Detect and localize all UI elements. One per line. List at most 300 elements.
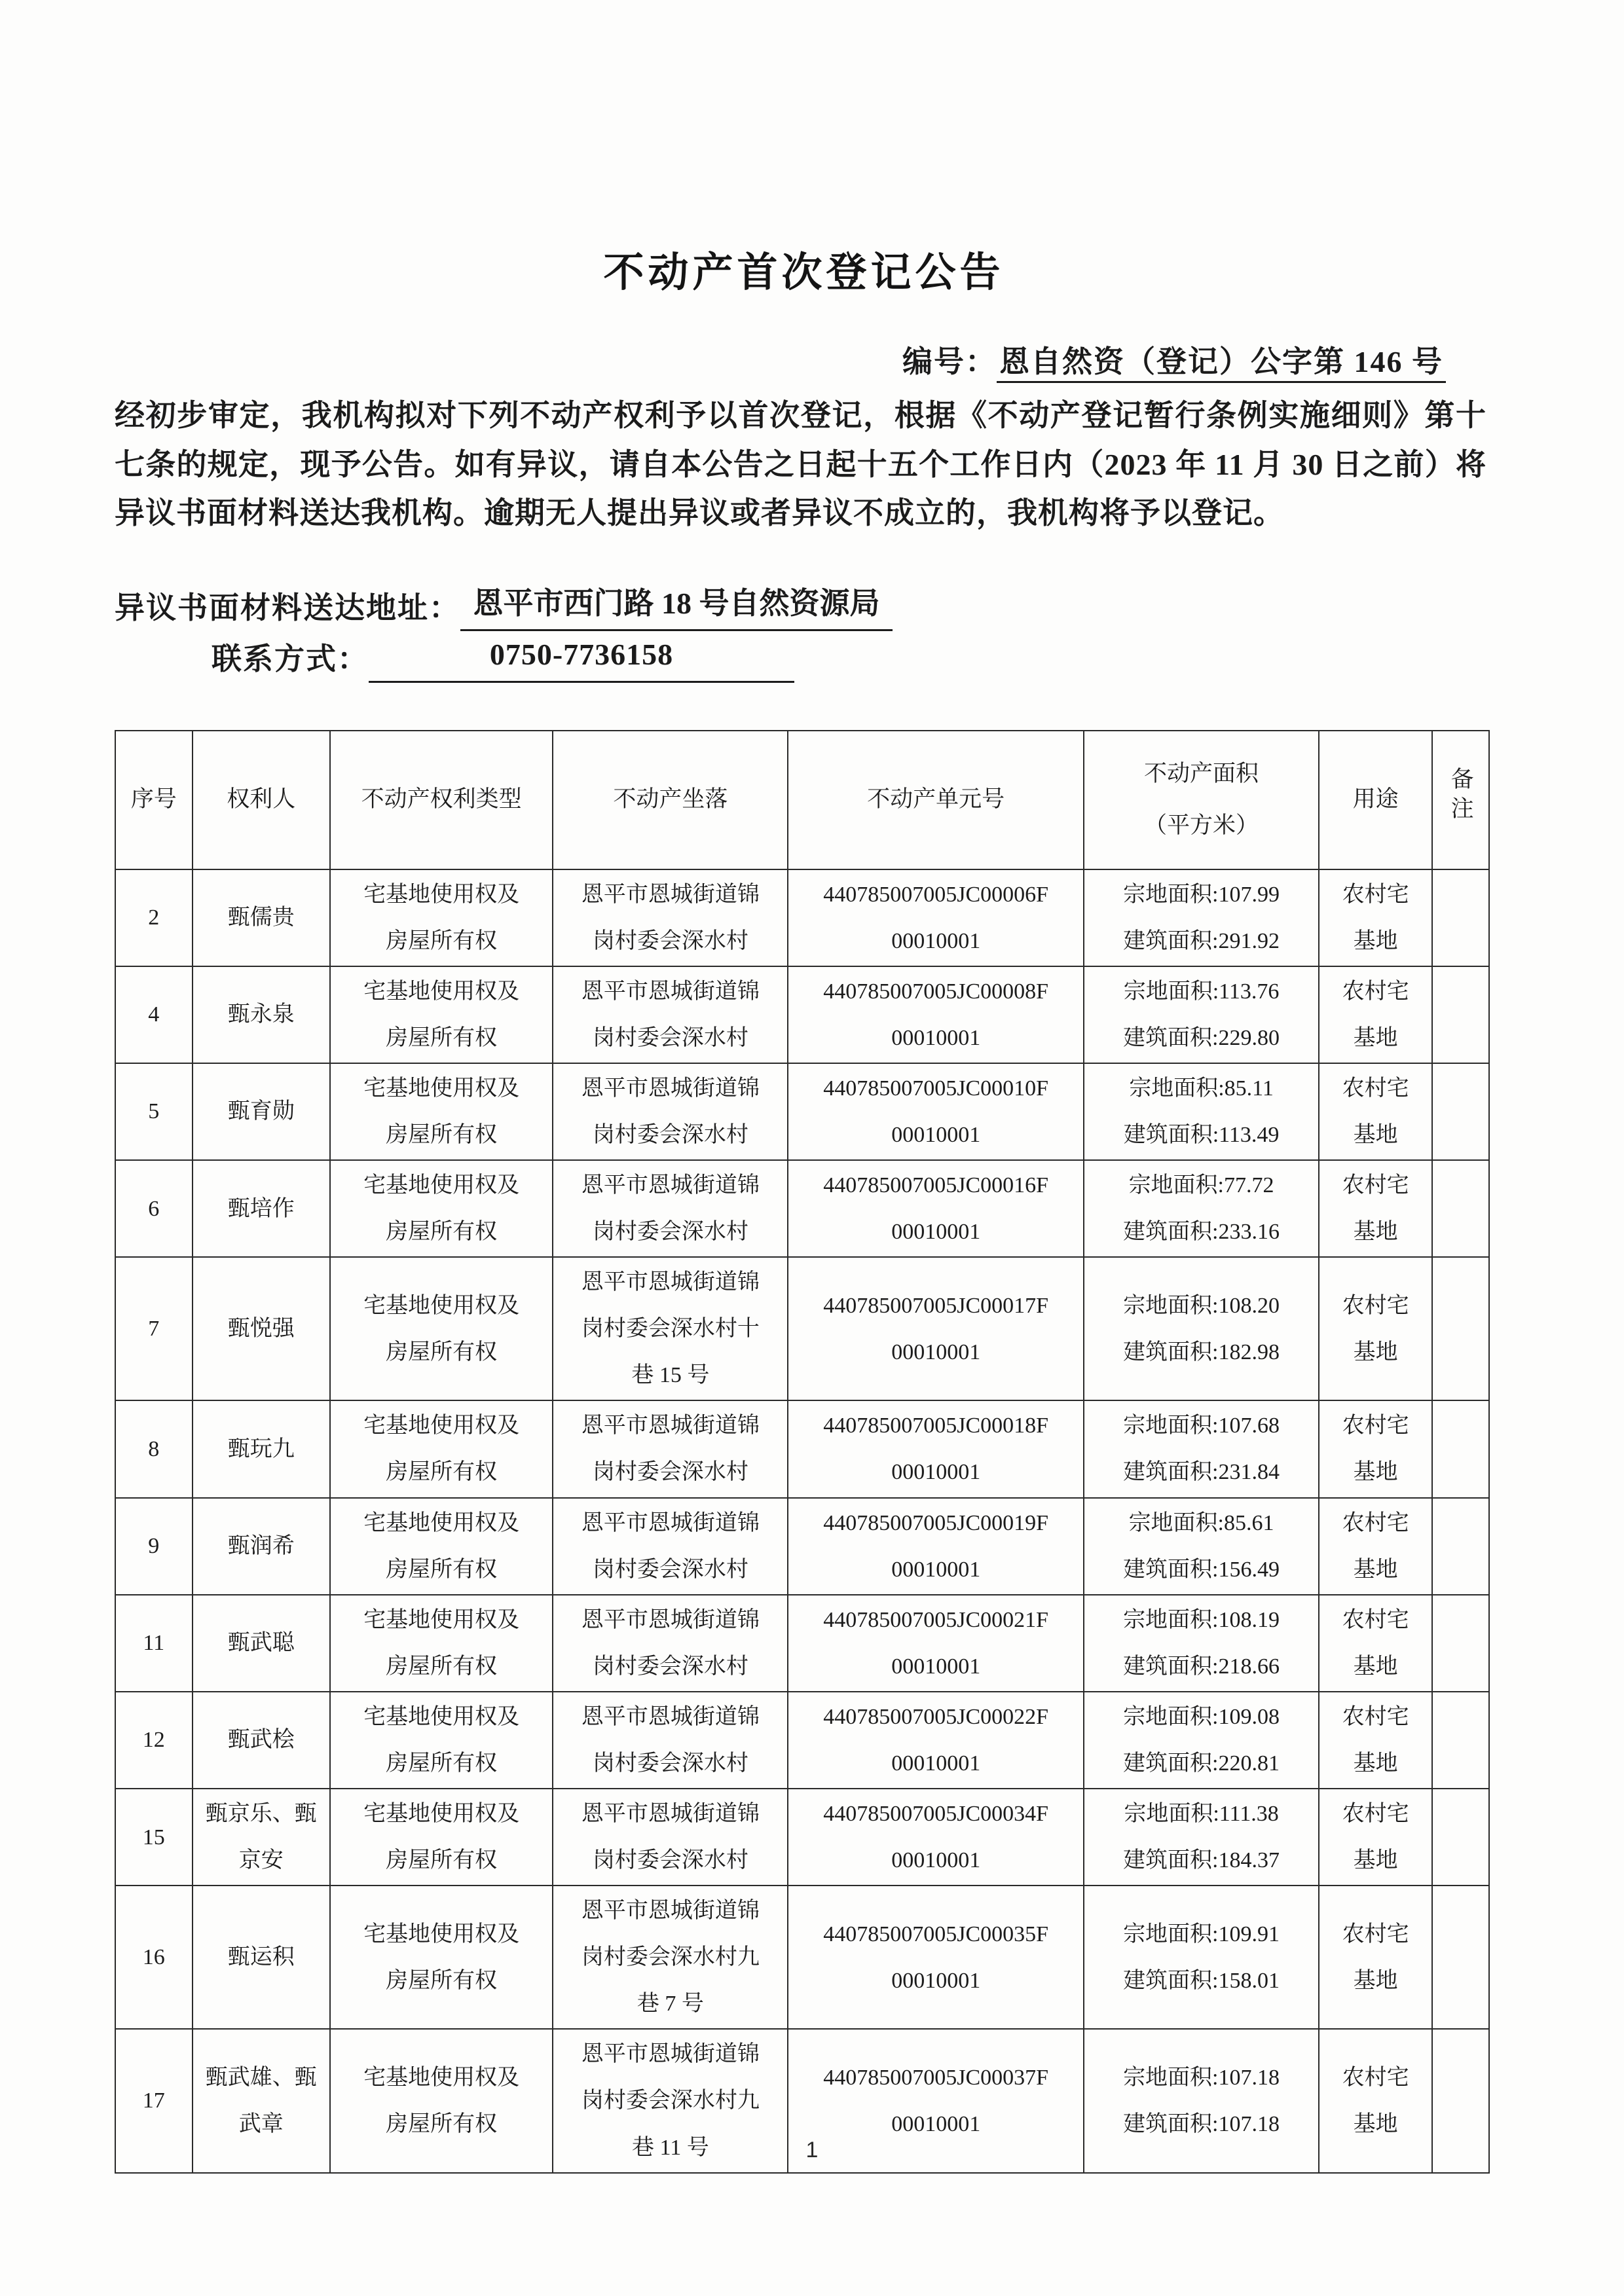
cell-use-lines (1322, 974, 1429, 1056)
cell-area-line: 宗地面积:107.99 (1123, 882, 1280, 907)
cell-seq-line: 5 (148, 1099, 160, 1124)
cell-location-lines (556, 1602, 784, 1685)
cell-unit-no (788, 1886, 1084, 2029)
cell-right-type (330, 1498, 553, 1595)
cell-seq (115, 869, 193, 966)
cell-use-line: 基地 (1353, 928, 1398, 953)
cell-owner (193, 1160, 330, 1257)
table-row (115, 1160, 1489, 1257)
cell-area-line: 宗地面积:109.91 (1123, 1922, 1280, 1946)
cell-seq (115, 1257, 193, 1400)
cell-owner-lines (196, 1431, 327, 1467)
cell-owner-line: 甄武雄、甄 (205, 2065, 317, 2090)
cell-owner-line: 甄永泉 (227, 1002, 295, 1027)
cell-unit-no-line: 440785007005JC00017F (823, 1293, 1049, 1318)
cell-area (1084, 966, 1319, 1063)
cell-seq-lines (119, 1528, 189, 1564)
cell-use-line: 基地 (1353, 1557, 1398, 1582)
contact-block (115, 580, 1493, 683)
cell-area-line: 建筑面积:231.84 (1123, 1460, 1280, 1485)
cell-right-type-line: 房屋所有权 (386, 1460, 498, 1485)
cell-use-line: 基地 (1353, 2112, 1398, 2137)
cell-use (1319, 1400, 1432, 1497)
cell-location-line: 恩平市恩城街道锦 (581, 1899, 760, 1923)
cell-owner (193, 869, 330, 966)
cell-seq-line: 12 (142, 1728, 165, 1753)
cell-area-line: 宗地面积:109.08 (1123, 1704, 1280, 1729)
cell-location-lines (556, 877, 784, 959)
cell-location-lines (556, 1070, 784, 1153)
cell-location-line: 岗村委会深水村九 (581, 1945, 760, 1970)
cell-location (553, 1063, 788, 1160)
cell-unit-no-line: 440785007005JC00018F (823, 1413, 1049, 1438)
cell-unit-no (788, 1595, 1084, 1692)
cell-use-line: 农村宅 (1342, 1607, 1409, 1632)
cell-unit-no (788, 1400, 1084, 1497)
cell-right-type-line: 宅基地使用权及 (363, 1413, 520, 1438)
page-content (115, 0, 1493, 2296)
cell-use (1319, 1498, 1432, 1595)
cell-use-lines (1322, 1288, 1429, 1370)
cell-location-line: 恩平市恩城街道锦 (581, 1173, 760, 1197)
cell-owner (193, 1789, 330, 1886)
cell-area-lines (1087, 974, 1316, 1056)
phone-value: 0750-7736158 (369, 631, 794, 682)
cell-area-lines (1087, 2060, 1316, 2142)
cell-area-line: 宗地面积:85.11 (1129, 1076, 1274, 1101)
cell-owner-lines (196, 1625, 327, 1661)
cell-location (553, 1886, 788, 2029)
cell-right-type-line: 宅基地使用权及 (363, 979, 520, 1004)
cell-owner (193, 1886, 330, 2029)
cell-owner-line: 甄京乐、甄 (205, 1802, 317, 1827)
cell-area-lines (1087, 1408, 1316, 1490)
cell-right-type-line: 宅基地使用权及 (363, 1076, 520, 1101)
cell-use-lines (1322, 1167, 1429, 1250)
cell-use-line: 农村宅 (1342, 1293, 1409, 1318)
table-row (115, 1063, 1489, 1160)
cell-unit-no-line: 00010001 (891, 928, 981, 953)
cell-right-type (330, 1400, 553, 1497)
cell-location (553, 869, 788, 966)
cell-location-line: 岗村委会深水村 (592, 1557, 748, 1582)
cell-right-type-line: 宅基地使用权及 (363, 1802, 520, 1827)
cell-unit-no-line: 00010001 (891, 1220, 981, 1245)
cell-right-type-line: 宅基地使用权及 (363, 1510, 520, 1535)
cell-location-lines (556, 1796, 784, 1878)
cell-area-lines (1087, 1916, 1316, 1999)
cell-unit-no-lines (791, 1408, 1080, 1490)
cell-seq-line: 7 (148, 1317, 160, 1341)
cell-right-type-lines (333, 1796, 549, 1878)
cell-use (1319, 1063, 1432, 1160)
cell-right-type (330, 869, 553, 966)
cell-owner-line: 甄培作 (227, 1196, 295, 1221)
cell-area (1084, 869, 1319, 966)
column-header-area-line1: 不动产面积 (1144, 760, 1259, 786)
cell-location-line: 巷 11 号 (631, 2135, 709, 2160)
cell-use (1319, 1595, 1432, 1692)
cell-location-line: 恩平市恩城街道锦 (581, 2042, 760, 2067)
cell-seq (115, 1063, 193, 1160)
cell-unit-no-lines (791, 2060, 1080, 2142)
cell-right-type (330, 1886, 553, 2029)
cell-note (1432, 869, 1489, 966)
table-header-row (115, 731, 1489, 869)
table-row (115, 1692, 1489, 1789)
cell-location-line: 恩平市恩城街道锦 (581, 1076, 760, 1101)
cell-unit-no-line: 00010001 (891, 1339, 981, 1364)
cell-owner-lines (196, 1796, 327, 1878)
cell-unit-no-lines (791, 1167, 1080, 1250)
cell-unit-no (788, 1498, 1084, 1595)
cell-location-lines (556, 974, 784, 1056)
cell-right-type-line: 宅基地使用权及 (363, 1922, 520, 1946)
cell-unit-no-lines (791, 1699, 1080, 1781)
cell-area-line: 宗地面积:107.18 (1123, 2065, 1280, 2090)
table-row (115, 1257, 1489, 1400)
cell-seq-line: 17 (142, 2088, 165, 2113)
cell-owner-line: 甄润希 (227, 1534, 295, 1559)
cell-unit-no-line: 440785007005JC00010F (823, 1076, 1049, 1101)
cell-unit-no-line: 440785007005JC00019F (823, 1510, 1049, 1535)
cell-owner-line: 甄运积 (227, 1945, 295, 1970)
cell-use-line: 基地 (1353, 1025, 1398, 1050)
cell-owner-lines (196, 1311, 327, 1347)
cell-right-type-line: 房屋所有权 (386, 1122, 498, 1147)
cell-area (1084, 1789, 1319, 1886)
cell-unit-no-line: 00010001 (891, 1654, 981, 1679)
cell-location-lines (556, 1505, 784, 1588)
cell-unit-no-lines (791, 1505, 1080, 1588)
cell-seq (115, 1160, 193, 1257)
cell-seq-lines (119, 900, 189, 936)
cell-owner (193, 1063, 330, 1160)
cell-right-type-lines (333, 1408, 549, 1490)
announcement-body-text: 经初步审定，我机构拟对下列不动产权利予以首次登记，根据《不动产登记暂行条例实施细则》第十七条的规定，现予公告。如有异议，请自本公告之日起十五个工作日内（2023 年 11 月 30 日之前）将异议书面材料送达我机构。逾期无人提出异议或者异议不成立的，我机构将予以登记。 (115, 399, 1486, 530)
table-row (115, 1498, 1489, 1595)
cell-location (553, 966, 788, 1063)
cell-area-line: 建筑面积:182.98 (1123, 1339, 1280, 1364)
cell-owner-lines (196, 1722, 327, 1758)
registration-table (115, 730, 1490, 2174)
cell-owner-line: 甄悦强 (227, 1317, 295, 1341)
cell-right-type-lines (333, 1288, 549, 1370)
cell-area-lines (1087, 1288, 1316, 1370)
cell-unit-no-line: 440785007005JC00006F (823, 882, 1049, 907)
cell-use-line: 农村宅 (1342, 1704, 1409, 1729)
cell-owner-lines (196, 1093, 327, 1129)
cell-seq-lines (119, 1939, 189, 1975)
cell-seq-line: 15 (142, 1825, 165, 1850)
cell-location-line: 恩平市恩城街道锦 (581, 979, 760, 1004)
cell-note (1432, 1886, 1489, 2029)
cell-area-line: 宗地面积:77.72 (1128, 1173, 1274, 1197)
cell-use (1319, 966, 1432, 1063)
cell-area-line: 建筑面积:291.92 (1123, 928, 1280, 953)
cell-right-type (330, 966, 553, 1063)
cell-use-line: 基地 (1353, 1751, 1398, 1776)
cell-area-line: 宗地面积:111.38 (1124, 1802, 1279, 1827)
cell-use (1319, 869, 1432, 966)
cell-use-line: 农村宅 (1342, 2065, 1409, 2090)
cell-use-line: 农村宅 (1342, 1922, 1409, 1946)
cell-note (1432, 1498, 1489, 1595)
cell-location (553, 1692, 788, 1789)
cell-area-lines (1087, 1505, 1316, 1588)
cell-right-type (330, 1160, 553, 1257)
cell-area-lines (1087, 1796, 1316, 1878)
cell-unit-no (788, 966, 1084, 1063)
phone-label: 联系方式： (212, 642, 369, 676)
cell-owner-line: 京安 (238, 1848, 284, 1873)
cell-unit-no-line: 00010001 (891, 1025, 981, 1050)
cell-right-type-line: 房屋所有权 (386, 1339, 498, 1364)
cell-right-type-line: 房屋所有权 (386, 1848, 498, 1873)
cell-unit-no-line: 440785007005JC00008F (823, 979, 1049, 1004)
cell-use-line: 基地 (1353, 1460, 1398, 1485)
cell-area (1084, 1886, 1319, 2029)
cell-location-line: 岗村委会深水村十 (581, 1317, 760, 1341)
cell-use (1319, 1886, 1432, 2029)
cell-unit-no-lines (791, 1070, 1080, 1153)
cell-seq-lines (119, 1191, 189, 1227)
cell-use-lines (1322, 1602, 1429, 1685)
cell-use-lines (1322, 1070, 1429, 1153)
cell-location-line: 恩平市恩城街道锦 (581, 1802, 760, 1827)
cell-use (1319, 1257, 1432, 1400)
address-value: 恩平市西门路 18 号自然资源局 (460, 580, 893, 631)
cell-unit-no-line: 00010001 (891, 1751, 981, 1776)
cell-right-type-lines (333, 1167, 549, 1250)
cell-location-line: 恩平市恩城街道锦 (581, 1270, 760, 1295)
cell-owner-line: 甄儒贵 (227, 905, 295, 930)
cell-use-line: 基地 (1353, 1654, 1398, 1679)
cell-location-line: 恩平市恩城街道锦 (581, 1704, 760, 1729)
cell-unit-no-line: 440785007005JC00016F (823, 1173, 1049, 1197)
cell-right-type-lines (333, 1916, 549, 1999)
cell-unit-no-lines (791, 1916, 1080, 1999)
cell-area-line: 建筑面积:156.49 (1123, 1557, 1280, 1582)
table-row (115, 869, 1489, 966)
cell-use-line: 基地 (1353, 1968, 1398, 1993)
cell-area-lines (1087, 1602, 1316, 1685)
column-header-note (1432, 731, 1489, 869)
cell-unit-no (788, 1257, 1084, 1400)
cell-seq-lines (119, 1431, 189, 1467)
cell-unit-no-line: 440785007005JC00034F (823, 1802, 1049, 1827)
cell-owner-lines (196, 1939, 327, 1975)
cell-location-lines (556, 1893, 784, 2022)
cell-right-type-lines (333, 2060, 549, 2142)
cell-owner-line: 甄育勋 (227, 1099, 295, 1124)
cell-area-line: 宗地面积:108.20 (1123, 1293, 1280, 1318)
cell-area-line: 宗地面积:113.76 (1123, 979, 1280, 1004)
cell-unit-no-line: 00010001 (891, 1968, 981, 1993)
cell-area-lines (1087, 1167, 1316, 1250)
cell-location-lines (556, 1699, 784, 1781)
cell-seq (115, 966, 193, 1063)
cell-use (1319, 1160, 1432, 1257)
cell-right-type-lines (333, 1070, 549, 1153)
cell-use-line: 农村宅 (1342, 1076, 1409, 1101)
cell-right-type (330, 1063, 553, 1160)
cell-use-line: 基地 (1353, 1122, 1398, 1147)
column-header-area-line2: （平方米） (1144, 812, 1259, 838)
cell-location-line: 岗村委会深水村 (592, 1122, 748, 1147)
cell-location (553, 1498, 788, 1595)
cell-unit-no-lines (791, 974, 1080, 1056)
cell-use-lines (1322, 1796, 1429, 1878)
cell-location-line: 恩平市恩城街道锦 (581, 1413, 760, 1438)
cell-note (1432, 1595, 1489, 1692)
cell-right-type-lines (333, 1699, 549, 1781)
cell-unit-no-lines (791, 1288, 1080, 1370)
cell-unit-no-line: 00010001 (891, 1848, 981, 1873)
cell-location-line: 岗村委会深水村 (592, 1460, 748, 1485)
cell-note (1432, 1692, 1489, 1789)
cell-right-type (330, 1692, 553, 1789)
cell-unit-no (788, 1063, 1084, 1160)
table-body (115, 869, 1489, 2173)
cell-area-line: 建筑面积:184.37 (1123, 1848, 1280, 1873)
column-header-unit-no: 不动产单元号 (788, 731, 1084, 869)
cell-location-lines (556, 1264, 784, 1393)
cell-use-lines (1322, 1916, 1429, 1999)
cell-area-line: 宗地面积:108.19 (1123, 1607, 1280, 1632)
column-header-use: 用途 (1319, 731, 1432, 869)
cell-area (1084, 1498, 1319, 1595)
cell-unit-no (788, 1789, 1084, 1886)
cell-unit-no-line: 440785007005JC00035F (823, 1922, 1049, 1946)
cell-location (553, 1400, 788, 1497)
cell-area (1084, 1160, 1319, 1257)
cell-right-type-lines (333, 877, 549, 959)
cell-right-type-line: 宅基地使用权及 (363, 1293, 520, 1318)
cell-owner-lines (196, 1191, 327, 1227)
cell-owner-line: 甄玩九 (227, 1436, 295, 1461)
column-header-right-type: 不动产权利类型 (330, 731, 553, 869)
cell-owner (193, 1498, 330, 1595)
cell-seq-lines (119, 1722, 189, 1758)
cell-location-lines (556, 1167, 784, 1250)
cell-seq-lines (119, 1819, 189, 1855)
cell-right-type-line: 房屋所有权 (386, 1654, 498, 1679)
cell-owner (193, 1257, 330, 1400)
cell-area-line: 宗地面积:107.68 (1123, 1413, 1280, 1438)
cell-area-line: 建筑面积:113.49 (1123, 1122, 1280, 1147)
address-row (115, 580, 1493, 631)
cell-location-line: 恩平市恩城街道锦 (581, 882, 760, 907)
cell-owner-lines (196, 900, 327, 936)
cell-area-line: 宗地面积:85.61 (1128, 1510, 1274, 1535)
serial-number-line (115, 338, 1493, 381)
cell-seq-lines (119, 996, 189, 1032)
cell-note (1432, 1257, 1489, 1400)
cell-note (1432, 966, 1489, 1063)
cell-use-lines (1322, 1408, 1429, 1490)
cell-area (1084, 1257, 1319, 1400)
cell-unit-no-lines (791, 877, 1080, 959)
cell-right-type-line: 宅基地使用权及 (363, 882, 520, 907)
cell-location-line: 岗村委会深水村 (592, 1025, 748, 1050)
cell-use-lines (1322, 1505, 1429, 1588)
cell-location-line: 恩平市恩城街道锦 (581, 1607, 760, 1632)
table-row (115, 1789, 1489, 1886)
column-header-location: 不动产坐落 (553, 731, 788, 869)
cell-seq-line: 9 (148, 1534, 160, 1559)
cell-right-type-lines (333, 1505, 549, 1588)
cell-use (1319, 1692, 1432, 1789)
column-header-area (1084, 731, 1319, 869)
cell-location (553, 1595, 788, 1692)
cell-location-line: 巷 15 号 (631, 1363, 710, 1388)
cell-owner-line: 武章 (238, 2112, 284, 2137)
cell-right-type-line: 房屋所有权 (386, 1220, 498, 1245)
cell-area (1084, 1692, 1319, 1789)
cell-unit-no-line: 00010001 (891, 1122, 981, 1147)
cell-owner-line: 甄武桧 (227, 1728, 295, 1753)
cell-seq (115, 1692, 193, 1789)
cell-use-lines (1322, 1699, 1429, 1781)
cell-location-line: 岗村委会深水村 (592, 928, 748, 953)
cell-use-lines (1322, 2060, 1429, 2142)
cell-area-line: 建筑面积:107.18 (1123, 2112, 1280, 2137)
cell-seq-line: 8 (148, 1436, 160, 1461)
cell-note (1432, 1789, 1489, 1886)
cell-area-line: 建筑面积:218.66 (1123, 1654, 1280, 1679)
table-row (115, 1886, 1489, 2029)
cell-unit-no-line: 00010001 (891, 2112, 981, 2137)
cell-area-lines (1087, 1070, 1316, 1153)
cell-right-type-line: 宅基地使用权及 (363, 1607, 520, 1632)
cell-unit-no-lines (791, 1796, 1080, 1878)
cell-seq-lines (119, 1093, 189, 1129)
cell-seq (115, 1400, 193, 1497)
cell-location-line: 岗村委会深水村 (592, 1654, 748, 1679)
cell-right-type-line: 房屋所有权 (386, 1557, 498, 1582)
cell-right-type-lines (333, 1602, 549, 1685)
cell-seq-line: 6 (148, 1196, 160, 1221)
cell-location-line: 岗村委会深水村九 (581, 2088, 760, 2113)
cell-unit-no (788, 869, 1084, 966)
cell-owner (193, 1400, 330, 1497)
cell-location-lines (556, 1408, 784, 1490)
cell-note (1432, 1400, 1489, 1497)
cell-unit-no-line: 440785007005JC00021F (823, 1607, 1049, 1632)
cell-location (553, 1257, 788, 1400)
cell-seq-line: 16 (142, 1945, 165, 1970)
cell-use-line: 农村宅 (1342, 1510, 1409, 1535)
page-number: 1 (805, 2138, 819, 2162)
cell-location (553, 1789, 788, 1886)
cell-use-line: 农村宅 (1342, 1802, 1409, 1827)
cell-location-line: 岗村委会深水村 (592, 1848, 748, 1873)
cell-use-line: 农村宅 (1342, 1413, 1409, 1438)
cell-right-type-line: 房屋所有权 (386, 928, 498, 953)
cell-use-line: 农村宅 (1342, 1173, 1409, 1197)
cell-right-type (330, 1595, 553, 1692)
cell-seq-line: 4 (148, 1002, 160, 1027)
phone-row (115, 631, 1493, 682)
cell-use-line: 农村宅 (1342, 882, 1409, 907)
cell-unit-no-line: 00010001 (891, 1460, 981, 1485)
cell-use-line: 基地 (1353, 1220, 1398, 1245)
table-row (115, 966, 1489, 1063)
cell-location-line: 岗村委会深水村 (592, 1220, 748, 1245)
column-header-seq: 序号 (115, 731, 193, 869)
cell-right-type (330, 1257, 553, 1400)
